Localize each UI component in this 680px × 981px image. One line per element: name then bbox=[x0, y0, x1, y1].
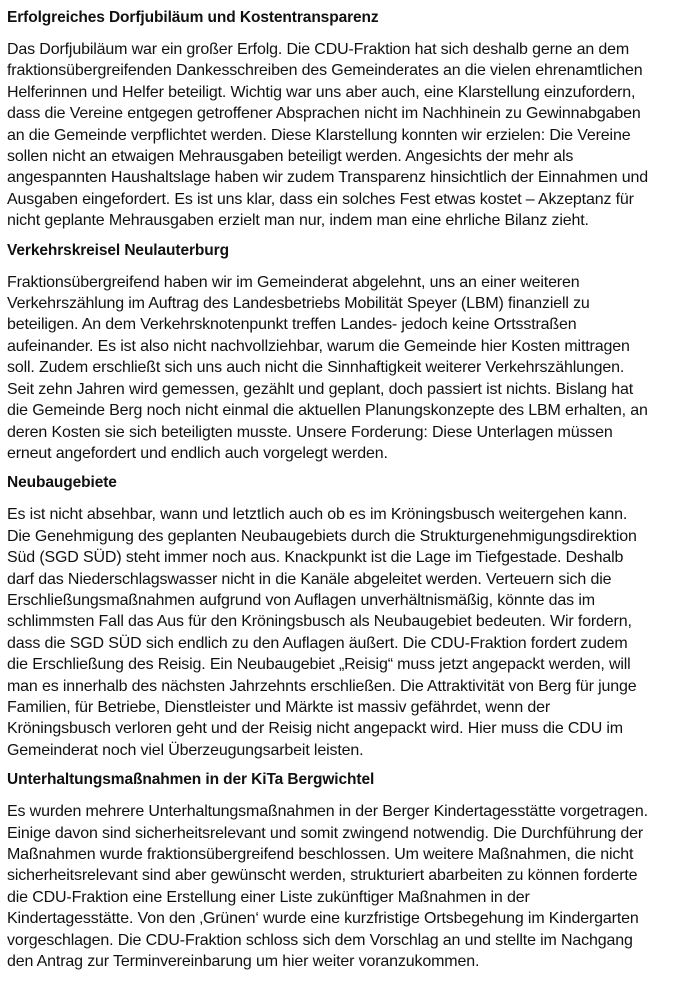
text-line: Helferinnen und Helfer beteiligt. Wichtig war uns aber auch, eine Klarstellung einzufordern, bbox=[7, 83, 636, 101]
text-line: darf das Niederschlagswasser nicht in die Kanäle abgeleitet werden. Verteuern sich die bbox=[7, 570, 612, 588]
text-line: Familien, für Betriebe, Dienstleister und Märkte ist massiv gefährdet, wenn der bbox=[7, 698, 551, 716]
section-neubaugebiete bbox=[7, 473, 677, 761]
section-paragraph bbox=[7, 272, 677, 465]
text-line: an die Gemeinde verpflichtet werden. Diese Klarstellung konnten wir erzielen: Die Vereine bbox=[7, 126, 631, 144]
text-line: Erschließungsmaßnahmen aufgrund von Auflagen unverhältnismäßig, könnte das im bbox=[7, 591, 595, 609]
text-line: deren Kosten sie sich beteiligten musste. Unsere Forderung: Diese Unterlagen müssen bbox=[7, 423, 613, 441]
section-heading: Erfolgreiches Dorfjubiläum und Kostentransparenz bbox=[7, 9, 379, 26]
text-line: aufeinander. Es ist also nicht nachvollziehbar, warum die Gemeinde hier Kosten mittragen bbox=[7, 337, 630, 355]
section-heading: Verkehrskreisel Neulauterburg bbox=[7, 241, 229, 259]
text-line: dass die Vereine entgegen getroffener Absprachen nicht im Nachhinein zu Gewinnabgaben bbox=[7, 105, 641, 123]
section-paragraph bbox=[7, 801, 677, 972]
text-line: Maßnahmen wurde fraktionsübergreifend beschlossen. Um weitere Maßnahmen, die nicht bbox=[7, 846, 634, 863]
text-line: fraktionsübergreifenden Dankesschreiben des Gemeinderates an die vielen ehrenamtlichen bbox=[7, 62, 643, 80]
text-line: Einige davon sind sicherheitsrelevant und somit zwingend notwendig. Die Durchführung der bbox=[7, 824, 644, 842]
section-paragraph bbox=[7, 39, 677, 232]
text-line: sollen nicht an etwaigen Mehrausgaben beteiligt werden. Angesichts der mehr als bbox=[7, 148, 574, 166]
text-line: die Gemeinde Berg noch nicht einmal die aktuellen Planungskonzepte des LBM erhalten, an bbox=[7, 402, 648, 420]
text-line: Ausgaben eingefordert. Es ist uns klar, dass ein solches Fest etwas kostet – Akzeptanz für bbox=[7, 190, 634, 208]
text-line: beteiligen. An dem Verkehrsknotenpunkt treffen Landes- jedoch keine Ortsstraßen bbox=[7, 316, 577, 334]
text-line: die CDU-Fraktion eine Erstellung einer Liste zukünftiger Maßnahmen in der bbox=[7, 888, 530, 906]
section-dorfjubilaeum bbox=[7, 8, 677, 232]
section-heading: Neubaugebiete bbox=[7, 474, 117, 492]
text-line: Seit zehn Jahren wird gemessen, gezählt und geplant, doch passiert ist nichts. Bislang hat bbox=[7, 380, 633, 398]
text-line: Kindertagesstätte. Von den ‚Grünen‘ wurde eine kurzfristige Ortsbegehung im Kindergarten bbox=[7, 910, 639, 928]
text-line: Süd (SGD SÜD) steht immer noch aus. Knackpunkt ist die Lage im Tiefgestade. Deshalb bbox=[7, 549, 624, 567]
section-kita bbox=[7, 770, 677, 972]
section-paragraph bbox=[7, 504, 677, 761]
section-heading: Unterhaltungsmaßnahmen in der KiTa Bergwichtel bbox=[7, 771, 375, 789]
text-line: Kröningsbusch verloren geht und der Reisig nicht angepackt wird. Hier muss die CDU im bbox=[7, 720, 623, 738]
text-line: vorgeschlagen. Die CDU-Fraktion schloss sich dem Vorschlag an und stellte im Nachgang bbox=[7, 931, 633, 949]
text-line: den Antrag zur Terminvereinbarung um hier weiter voranzukommen. bbox=[7, 953, 480, 971]
text-line: Fraktionsübergreifend haben wir im Gemeinderat abgelehnt, uns an einer weiteren bbox=[7, 273, 580, 291]
text-line: soll. Zudem erschließt sich uns auch nicht die Sinnhaftigkeit weiterer Verkehrszählungen. bbox=[7, 359, 625, 377]
text-line: schlimmsten Fall das Aus für den Kröningsbusch als Neubaugebiet bedeuten. Wir fordern, bbox=[7, 613, 632, 631]
text-line: sicherheitsrelevant sind aber gewünscht werden, strukturiert abarbeiten zu können forderte bbox=[7, 867, 638, 885]
text-line: die Erschließung des Reisig. Ein Neubaugebiet „Reisig“ muss jetzt angepackt werden, will bbox=[7, 656, 631, 674]
text-line: Es ist nicht absehbar, wann und letztlich auch ob es im Kröningsbusch weitergehen kann. bbox=[7, 506, 628, 524]
text-line: dass die SGD SÜD sich endlich zu den Auflagen äußert. Die CDU-Fraktion fordert zudem bbox=[7, 634, 628, 652]
text-line: Gemeinderat noch viel Überzeugungsarbeit leisten. bbox=[7, 741, 364, 759]
text-line: man es innerhalb des nächsten Jahrzehnts erschließen. Die Attraktivität von Berg für junge bbox=[7, 677, 637, 695]
section-verkehrskreisel bbox=[7, 241, 677, 465]
text-line: Das Dorfjubiläum war ein großer Erfolg. Die CDU-Fraktion hat sich deshalb gerne an dem bbox=[7, 41, 630, 58]
document bbox=[7, 8, 677, 981]
text-line: nicht geplante Mehrausgaben erzielt man nur, indem man eine ehrliche Bilanz zieht. bbox=[7, 212, 589, 230]
text-line: Es wurden mehrere Unterhaltungsmaßnahmen in der Berger Kindertagesstätte vorgetragen. bbox=[7, 803, 648, 821]
text-line: angespannten Haushaltslage haben wir zudem Transparenz hinsichtlich der Einnahmen und bbox=[7, 169, 649, 187]
text-line: erneut angefordert und endlich auch vorgelegt werden. bbox=[7, 444, 388, 462]
text-line: Die Genehmigung des geplanten Neubaugebiets durch die Strukturgenehmigungsdirektion bbox=[7, 527, 637, 545]
text-line: Verkehrszählung im Auftrag des Landesbetriebs Mobilität Speyer (LBM) finanziell zu bbox=[7, 295, 590, 313]
